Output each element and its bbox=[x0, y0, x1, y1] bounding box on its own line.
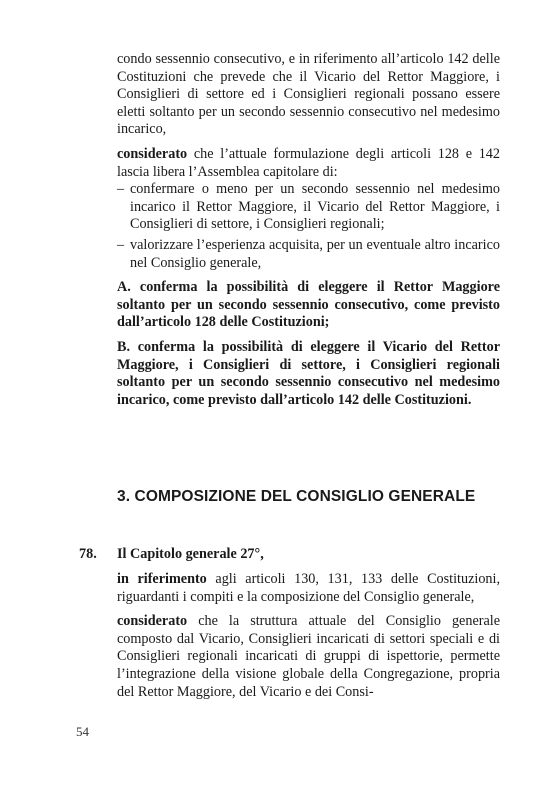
resolution-b: B. conferma la possibilità di eleggere il Vicario del Rettor Maggiore, i Consiglieri di settore, i Consiglieri regionali soltanto per un secondo sessennio consecutivo nel medesimo incarico, come previsto dall’articolo 142 delle Costituzioni. bbox=[117, 338, 500, 408]
paragraph-lead: considerato bbox=[117, 613, 188, 630]
top-text-block bbox=[117, 51, 500, 409]
item-number: 78. bbox=[79, 546, 97, 562]
paragraph-considerato-2 bbox=[117, 613, 500, 701]
paragraph-considerato bbox=[117, 146, 500, 181]
paragraph-body: agli articoli 130, 131, 133 delle Costituzioni, riguardanti i compiti e la composizione del Consiglio generale, bbox=[117, 571, 501, 605]
paragraph-body: che la struttura attuale del Consiglio generale composto dal Vicario, Consiglieri incaricati di settori speciali e di Consiglieri regionali incaricati di gruppi di ispettorie, permette l’integrazione della visione globale della Congregazione, propria del Rettor Maggiore, del Vicario e dei Consi- bbox=[117, 613, 500, 700]
list-dash: – bbox=[117, 181, 125, 198]
item-title: Il Capitolo generale 27°, bbox=[117, 546, 264, 562]
paragraph-lead: in riferimento bbox=[117, 571, 207, 587]
section-heading: 3. COMPOSIZIONE DEL CONSIGLIO GENERALE bbox=[117, 488, 476, 505]
paragraph-lead: considerato bbox=[117, 145, 188, 162]
list-dash: – bbox=[117, 236, 125, 253]
list-item-text: valorizzare l’esperienza acquisita, per un eventuale altro incarico nel Consiglio generale, bbox=[130, 236, 500, 271]
option-list bbox=[117, 181, 500, 272]
list-item bbox=[117, 181, 500, 234]
paragraph-in-riferimento bbox=[117, 571, 500, 606]
item-78-body bbox=[117, 571, 500, 701]
page-number: 54 bbox=[76, 724, 89, 739]
list-item bbox=[117, 237, 500, 272]
list-item-text: confermare o meno per un secondo sessennio nel medesimo incarico il Rettor Maggiore, il Vicario del Rettor Maggiore, i Consiglieri di settore, i Consiglieri regionali; bbox=[130, 181, 500, 233]
paragraph-continuation: condo sessennio consecutivo, e in riferimento all’articolo 142 delle Costituzioni che prevede che il Vicario del Rettor Maggiore, i Consiglieri di settore ed i Consiglieri regionali possano essere eletti soltanto per un secondo sessennio consecutivo nel medesimo incarico, bbox=[117, 51, 500, 138]
paragraph-body: che l’attuale formulazione degli articoli 128 e 142 lascia libera l’Assemblea capitolare di: bbox=[117, 145, 500, 180]
resolution-a: A. conferma la possibilità di eleggere il Rettor Maggiore soltanto per un secondo sessennio consecutivo, come previsto dall’articolo 128 delle Costituzioni; bbox=[117, 279, 500, 331]
